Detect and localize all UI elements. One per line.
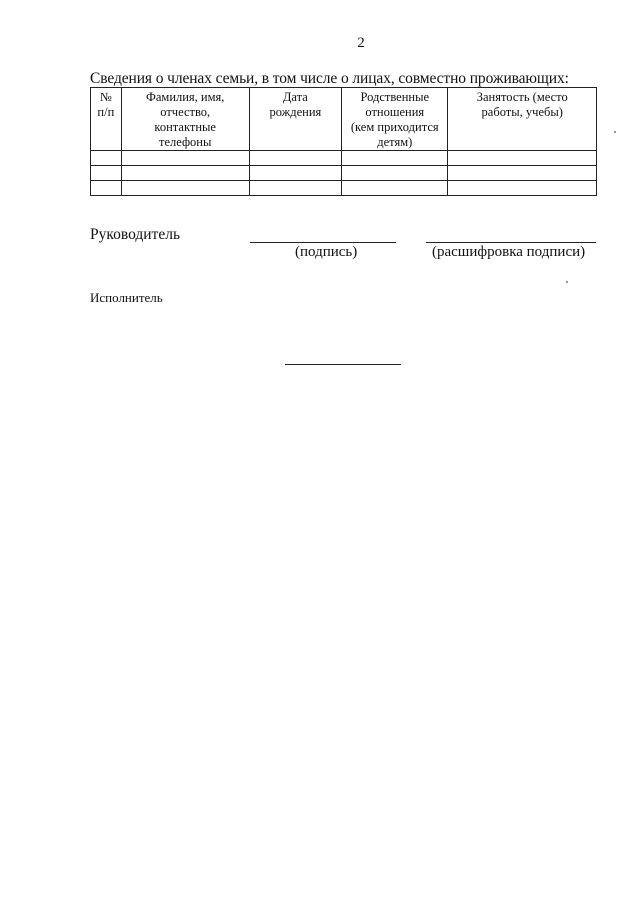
table-row bbox=[91, 151, 597, 166]
signature-decoding-caption: (расшифровка подписи) bbox=[432, 244, 586, 260]
table-cell bbox=[121, 151, 249, 166]
header-birth-date: Дата рождения bbox=[249, 88, 341, 151]
table-cell bbox=[448, 181, 597, 196]
header-number: № п/п bbox=[91, 88, 122, 151]
table-cell bbox=[342, 151, 448, 166]
header-occupation: Занятость (место работы, учебы) bbox=[448, 88, 597, 151]
section-heading: Сведения о членах семьи, в том числе о лицах, совместно проживающих: bbox=[90, 70, 569, 87]
header-full-name: Фамилия, имя, отчество, контактные телефоны bbox=[121, 88, 249, 151]
table-cell bbox=[249, 166, 341, 181]
table-cell bbox=[91, 181, 122, 196]
table-row bbox=[91, 181, 597, 196]
table-cell bbox=[121, 166, 249, 181]
table-cell bbox=[448, 166, 597, 181]
scan-speck bbox=[614, 131, 616, 133]
table-cell bbox=[448, 151, 597, 166]
signature-decoding-line bbox=[426, 242, 596, 243]
table-cell bbox=[121, 181, 249, 196]
signature-line bbox=[250, 242, 396, 243]
table-cell bbox=[249, 181, 341, 196]
table-cell bbox=[249, 151, 341, 166]
table-row bbox=[91, 166, 597, 181]
executor-label: Исполнитель bbox=[90, 290, 163, 305]
director-label: Руководитель bbox=[90, 226, 181, 243]
table-cell bbox=[91, 166, 122, 181]
end-divider-line bbox=[285, 364, 401, 365]
family-members-table bbox=[90, 87, 597, 196]
signature-caption: (подпись) bbox=[295, 244, 358, 260]
table-cell bbox=[342, 181, 448, 196]
page-number: 2 bbox=[357, 35, 365, 51]
header-relationship: Родственные отношения (кем приходится детям) bbox=[342, 88, 448, 151]
table-cell bbox=[91, 151, 122, 166]
scan-speck bbox=[566, 281, 568, 283]
table-header-row bbox=[91, 88, 597, 151]
table-cell bbox=[342, 166, 448, 181]
